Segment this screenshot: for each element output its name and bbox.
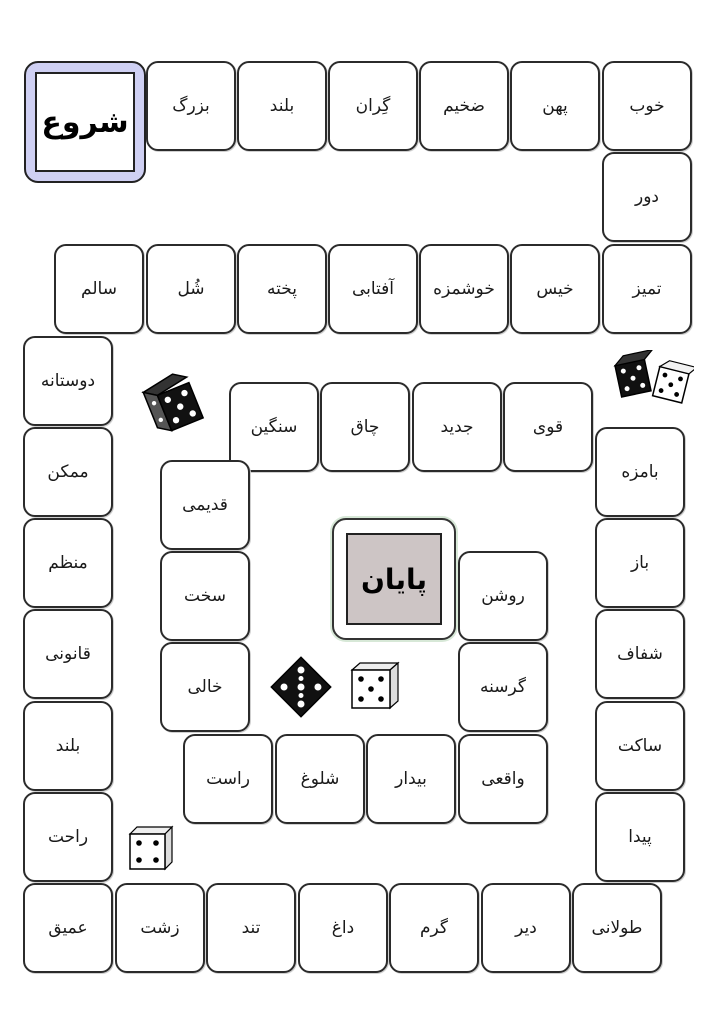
cell-word: شفاف	[617, 644, 663, 664]
dice-white-icon	[346, 660, 402, 712]
board-cell	[328, 61, 418, 151]
board-cell	[595, 518, 685, 608]
finish-square	[332, 518, 456, 640]
cell-word: واقعی	[481, 769, 525, 789]
cell-word: شُل	[177, 279, 205, 299]
board-cell	[160, 460, 250, 550]
start-label: شروع	[35, 72, 135, 172]
board-cell	[510, 61, 600, 151]
board-cell	[602, 61, 692, 151]
cell-word: خالی	[187, 677, 223, 697]
cell-word: بامزه	[621, 462, 659, 482]
board-cell	[458, 734, 548, 824]
cell-word: طولانی	[591, 918, 643, 938]
cell-word: گِران	[355, 96, 391, 116]
cell-word: ممکن	[47, 462, 89, 482]
cell-word: بلند	[55, 736, 81, 756]
cell-word: دیر	[515, 918, 537, 938]
board-cell	[54, 244, 144, 334]
cell-word: پیدا	[628, 827, 652, 847]
board-cell	[146, 61, 236, 151]
board-cell	[510, 244, 600, 334]
cell-word: داغ	[331, 918, 355, 938]
cell-word: روشن	[481, 586, 525, 606]
dice-black-icon	[133, 362, 213, 442]
cell-word: بزرگ	[172, 96, 210, 116]
board-cell	[160, 642, 250, 732]
board-cell	[237, 61, 327, 151]
cell-word: ساکت	[617, 736, 663, 756]
board-cell	[419, 61, 509, 151]
cell-word: پخته	[267, 279, 297, 299]
cell-word: باز	[630, 553, 650, 573]
board-cell	[23, 427, 113, 517]
board-cell	[481, 883, 571, 973]
board-cell	[458, 551, 548, 641]
board-cell	[23, 336, 113, 426]
cell-word: شلوغ	[300, 769, 340, 789]
board-cell	[229, 382, 319, 472]
cell-word: راست	[206, 769, 250, 789]
cell-word: چاق	[350, 417, 380, 437]
cell-word: زشت	[140, 918, 180, 938]
cell-word: دوستانه	[40, 371, 96, 391]
board-cell	[595, 609, 685, 699]
cell-word: تمیز	[632, 279, 662, 299]
board-cell	[160, 551, 250, 641]
board-cell	[595, 792, 685, 882]
cell-word: خیس	[536, 279, 574, 299]
cell-word: عمیق	[48, 918, 88, 938]
cell-word: قانونی	[45, 644, 91, 664]
board-cell	[572, 883, 662, 973]
board-cell	[275, 734, 365, 824]
board-cell	[146, 244, 236, 334]
cell-word: گرسنه	[480, 677, 526, 697]
cell-word: قدیمی	[182, 495, 228, 515]
cell-word: راحت	[47, 827, 89, 847]
board-cell	[237, 244, 327, 334]
cell-word: بلند	[269, 96, 295, 116]
cell-word: خوب	[629, 96, 665, 116]
board-cell	[23, 701, 113, 791]
board-cell	[328, 244, 418, 334]
cell-word: تند	[241, 918, 261, 938]
cell-word: منظم	[48, 553, 88, 573]
board-cell	[503, 382, 593, 472]
board-cell	[419, 244, 509, 334]
cell-word: پهن	[542, 96, 568, 116]
board-cell	[23, 792, 113, 882]
cell-word: خوشمزه	[433, 279, 495, 299]
board-cell	[595, 701, 685, 791]
cell-word: آفتابی	[351, 279, 395, 299]
board-cell	[298, 883, 388, 973]
board-cell	[23, 518, 113, 608]
board-cell	[389, 883, 479, 973]
cell-word: دور	[635, 187, 659, 207]
board-cell	[320, 382, 410, 472]
board-cell	[23, 883, 113, 973]
cell-word: ضخیم	[443, 96, 485, 116]
board-cell	[183, 734, 273, 824]
board-cell	[595, 427, 685, 517]
board-cell	[23, 609, 113, 699]
dice-white-icon	[124, 824, 176, 874]
start-square	[24, 61, 146, 183]
cell-word: جدید	[440, 417, 474, 437]
cell-word: گرم	[420, 918, 448, 938]
cell-word: بیدار	[395, 769, 427, 789]
cell-word: سخت	[184, 586, 226, 606]
finish-label: پایان	[346, 533, 442, 625]
board-cell	[458, 642, 548, 732]
board-cell	[412, 382, 502, 472]
board-cell	[602, 244, 692, 334]
board-cell	[366, 734, 456, 824]
dice-pair-icon	[612, 350, 694, 410]
board-cell	[206, 883, 296, 973]
cell-word: سالم	[81, 279, 117, 299]
board-cell	[115, 883, 205, 973]
cell-word: سنگین	[250, 417, 298, 437]
cell-word: قوی	[532, 417, 564, 437]
dice-black-icon	[266, 652, 336, 722]
board-cell	[602, 152, 692, 242]
